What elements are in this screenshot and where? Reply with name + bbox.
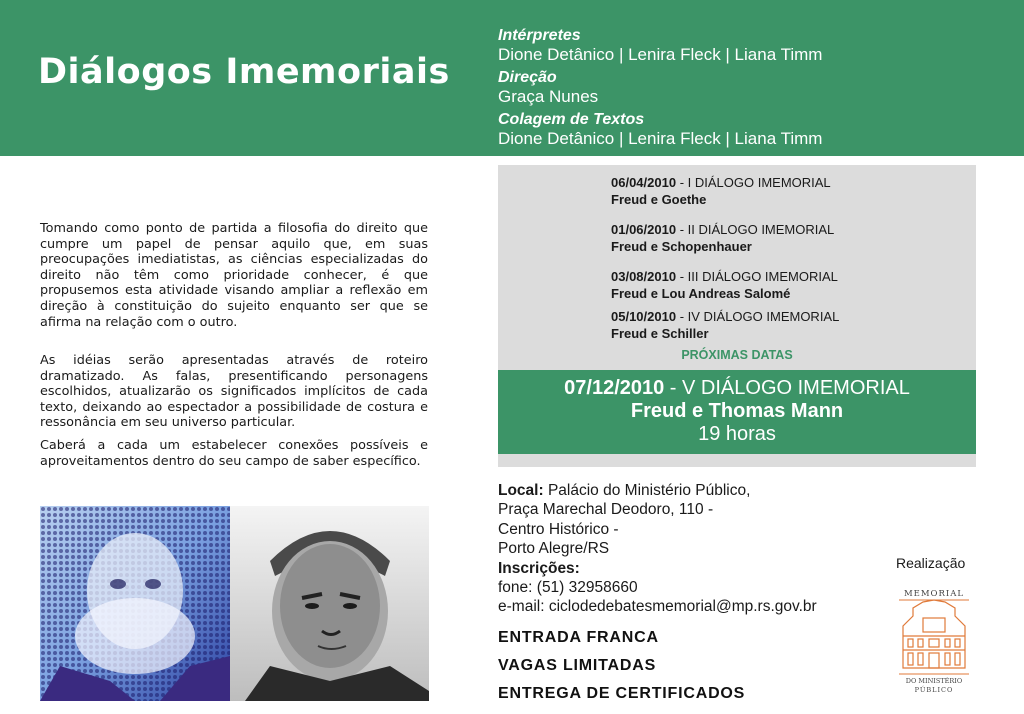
page-title: Diálogos Imemoriais: [38, 52, 450, 92]
featured-title: - V DIÁLOGO IMEMORIAL: [664, 377, 910, 399]
credit-value-direcao: Graça Nunes: [498, 87, 599, 106]
building-icon: [903, 600, 965, 668]
credit-label-direcao: Direção: [498, 69, 557, 86]
featured-date: 07/12/2010: [564, 377, 665, 399]
credits-block: [498, 26, 1018, 152]
event-item: [611, 174, 831, 208]
next-dates-label: PRÓXIMAS DATAS: [681, 348, 793, 362]
event-title: - II DIÁLOGO IMEMORIAL: [676, 222, 835, 237]
note-vagas-limitadas: VAGAS LIMITADAS: [498, 657, 657, 674]
event-item: [611, 221, 834, 255]
local-label: Local:: [498, 482, 544, 499]
event-title: - I DIÁLOGO IMEMORIAL: [676, 175, 831, 190]
event-date: 03/08/2010: [611, 269, 677, 284]
local-line: Praça Marechal Deodoro, 110 -: [498, 501, 714, 519]
description-paragraph-3: Caberá a cada um estabelecer conexões possíveis e aproveitamentos dentro do seu campo de saber específico.: [40, 438, 428, 469]
event-subtitle: Freud e Lou Andreas Salomé: [611, 286, 791, 301]
header-band: [0, 0, 1024, 156]
phone-text: fone: (51) 32958660: [498, 579, 638, 597]
event-item: [611, 308, 839, 342]
credit-label-interpretes: Intérpretes: [498, 27, 581, 44]
event-subtitle: Freud e Schiller: [611, 326, 709, 341]
event-date: 01/06/2010: [611, 222, 677, 237]
logo-bottom-text-2: PÚBLICO: [914, 686, 954, 694]
note-entrada-franca: ENTRADA FRANCA: [498, 629, 659, 646]
local-line: Centro Histórico -: [498, 520, 619, 538]
realizacao-label: Realização: [896, 555, 966, 571]
credit-label-colagem: Colagem de Textos: [498, 111, 645, 128]
logo-top-text: MEMORIAL: [903, 589, 965, 599]
featured-time: 19 horas: [698, 423, 776, 445]
local-line: Palácio do Ministério Público,: [543, 482, 751, 499]
event-subtitle: Freud e Schopenhauer: [611, 239, 752, 254]
thomas-mann-portrait: [230, 506, 429, 701]
event-item: [611, 268, 838, 302]
note-certificados: ENTREGA DE CERTIFICADOS: [498, 685, 746, 702]
event-date: 05/10/2010: [611, 309, 677, 324]
inscricoes-label: Inscrições:: [498, 559, 580, 577]
featured-event: [498, 370, 976, 454]
local-line: Porto Alegre/RS: [498, 540, 610, 558]
memorial-logo: [893, 586, 975, 696]
description-paragraph-1: Tomando como ponto de partida a filosofia do direito que cumpre um papel de pensar aquilo que, em suas preocupações imediatistas, as ciências especializadas do direito não têm como prioridade conhecer, é que propusemos esta atividade visando ampliar a reflexão em direção à constituição do sujeito enquanto ser que se afirma na relação com o outro.: [40, 221, 428, 330]
event-title: - III DIÁLOGO IMEMORIAL: [676, 269, 838, 284]
event-date: 06/04/2010: [611, 175, 677, 190]
logo-bottom-text-1: DO MINISTÉRIO: [905, 677, 963, 685]
schedule-panel: [498, 165, 976, 370]
event-title: - IV DIÁLOGO IMEMORIAL: [676, 309, 840, 324]
venue-info: [498, 481, 878, 617]
email-text: e-mail: ciclodedebatesmemorial@mp.rs.gov.br: [498, 598, 817, 616]
credit-value-interpretes: Dione Detânico | Lenira Fleck | Liana Timm: [498, 45, 823, 64]
featured-strip: [498, 454, 976, 467]
portrait-photos: [40, 506, 429, 701]
freud-portrait: [40, 506, 230, 701]
featured-subtitle: Freud e Thomas Mann: [630, 400, 844, 422]
credit-value-colagem: Dione Detânico | Lenira Fleck | Liana Timm: [498, 129, 823, 148]
event-subtitle: Freud e Goethe: [611, 192, 707, 207]
description-paragraph-2: As idéias serão apresentadas através de roteiro dramatizado. As falas, presentificando personagens escolhidos, atualizarão os significados implícitos de cada texto, deixando ao espectador a possibilidade de costura e ressonância em seu universo particular.: [40, 353, 428, 431]
